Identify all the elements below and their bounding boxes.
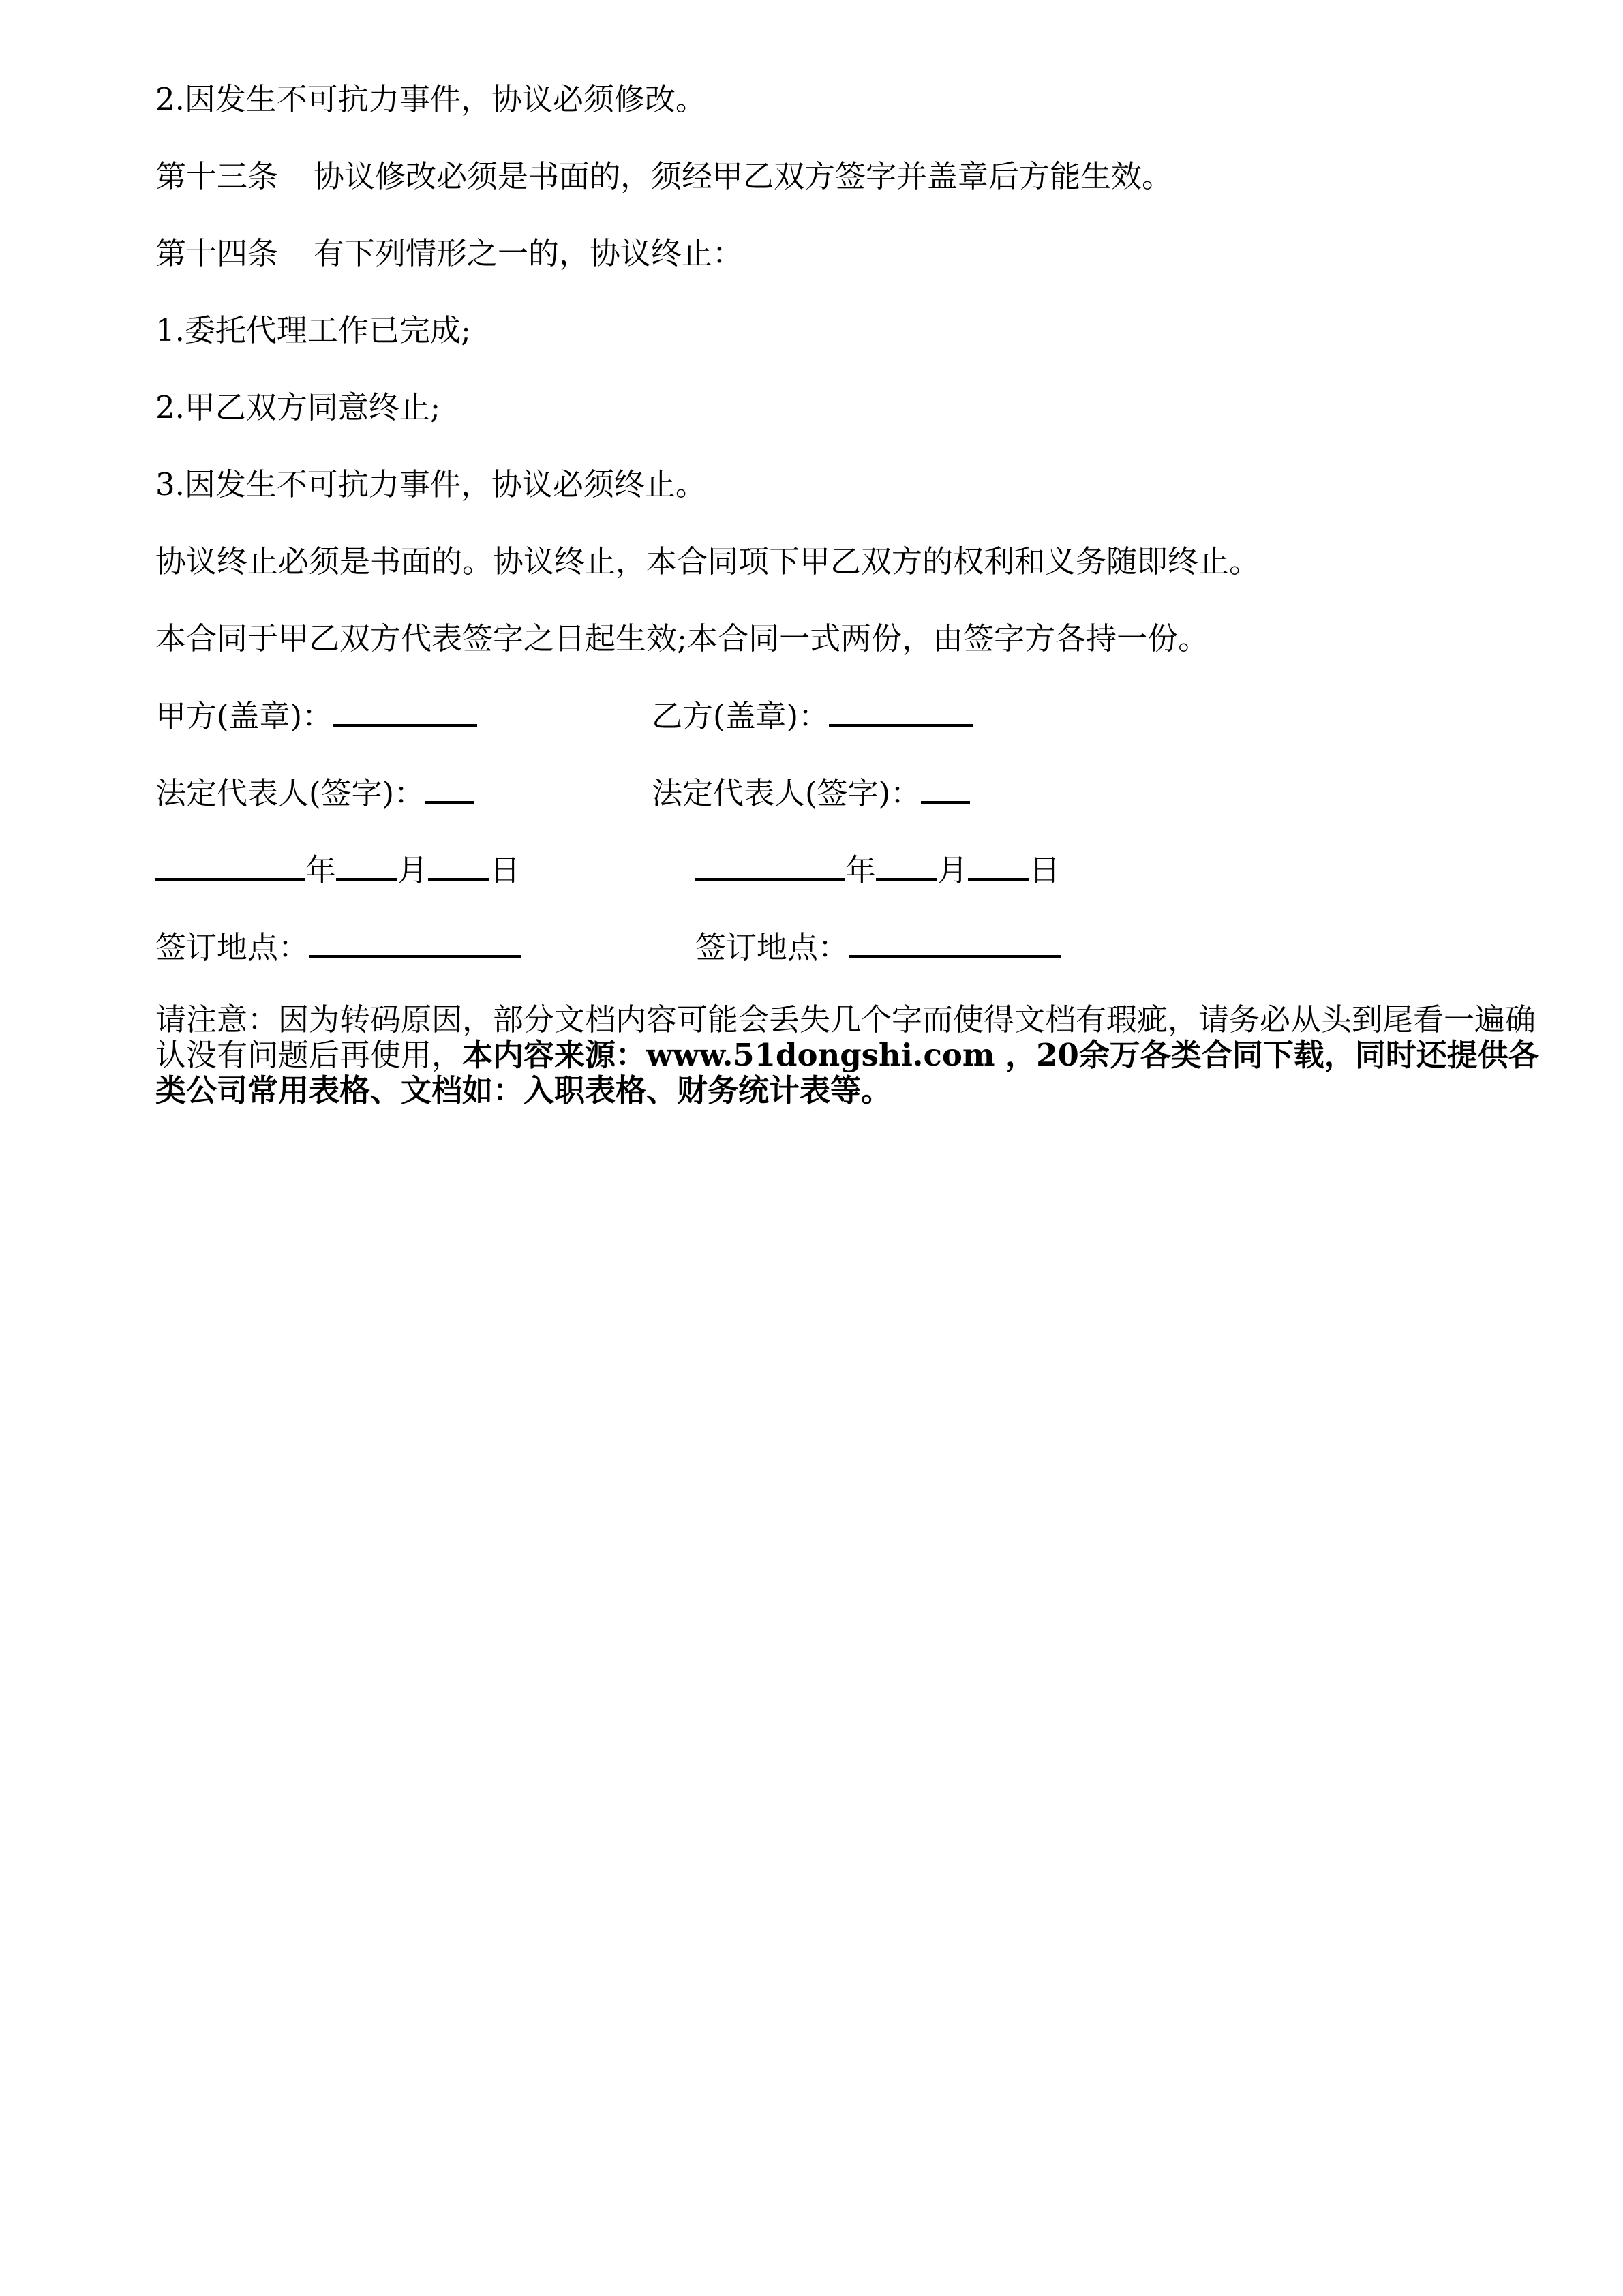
clause-line: [155, 312, 471, 350]
day-blank[interactable]: [968, 851, 1029, 881]
notice-paragraph: [155, 1002, 1546, 1108]
day-label: 日: [489, 852, 521, 888]
clause-line: [155, 389, 440, 427]
year-blank[interactable]: [155, 851, 305, 881]
notice-text: 请注意：因为转码原因，部分文档内容可能会丢失几个字而使得文档有瑕疵，请务必从头到尾看一遍确认没有问题后再使用，: [155, 1001, 1536, 1073]
article-14: [155, 235, 743, 273]
article-text: 有下列情形之一的，协议终止：: [314, 235, 744, 271]
rep-b-blank[interactable]: [921, 774, 970, 804]
article-number: 第十三条: [155, 158, 279, 194]
party-b-seal-label: 乙方(盖章)：: [652, 698, 830, 734]
month-label: 月: [937, 852, 969, 888]
party-a-seal-label: 甲方(盖章)：: [155, 698, 333, 734]
year-label: 年: [845, 852, 877, 888]
place-b-blank[interactable]: [849, 928, 1061, 958]
place-a: [155, 928, 521, 967]
rep-a-blank[interactable]: [425, 774, 474, 804]
clause-text: 2.甲乙双方同意终止;: [155, 389, 441, 425]
date-b: [695, 851, 1060, 890]
article-13: [155, 157, 1172, 196]
clause-text: 3.因发生不可抗力事件，协议必须终止。: [155, 466, 706, 502]
clause-text: 本合同于甲乙双方代表签字之日起生效;本合同一式两份，由签字方各持一份。: [155, 620, 1209, 656]
clause-text: 2.因发生不可抗力事件，协议必须修改。: [155, 81, 706, 117]
day-blank[interactable]: [428, 851, 489, 881]
clause-text: 协议终止必须是书面的。协议终止，本合同项下甲乙双方的权利和义务随即终止。: [155, 543, 1260, 579]
article-text: 协议修改必须是书面的，须经甲乙双方签字并盖章后方能生效。: [314, 158, 1173, 194]
article-number: 第十四条: [155, 235, 279, 271]
year-label: 年: [305, 852, 337, 888]
rep-a-label: 法定代表人(签字)：: [155, 775, 425, 811]
clause-line: [155, 466, 706, 504]
party-b-seal-blank[interactable]: [829, 697, 973, 727]
month-label: 月: [397, 852, 429, 888]
day-label: 日: [1029, 852, 1061, 888]
party-b-seal: [652, 697, 973, 736]
place-a-blank[interactable]: [309, 928, 521, 958]
month-blank[interactable]: [876, 851, 937, 881]
month-blank[interactable]: [336, 851, 397, 881]
rep-a: [155, 774, 474, 813]
clause-line: [155, 80, 706, 119]
place-b-label: 签订地点：: [695, 929, 849, 965]
place-b: [695, 928, 1061, 967]
year-blank[interactable]: [695, 851, 845, 881]
notice-source-text: 本内容来源：www.51dongshi.com ，20余万各类合同下载，同时还提供各类公司常用表格、文档如：入职表格、财务统计表等。: [155, 1037, 1539, 1108]
party-a-seal: [155, 697, 477, 736]
party-a-seal-blank[interactable]: [333, 697, 477, 727]
clause-text: 1.委托代理工作已完成;: [155, 312, 472, 348]
place-a-label: 签订地点：: [155, 929, 309, 965]
date-a: [155, 851, 520, 890]
rep-b: [652, 774, 970, 813]
rep-b-label: 法定代表人(签字)：: [652, 775, 922, 811]
clause-line: [155, 543, 1260, 581]
clause-line: [155, 620, 1209, 658]
